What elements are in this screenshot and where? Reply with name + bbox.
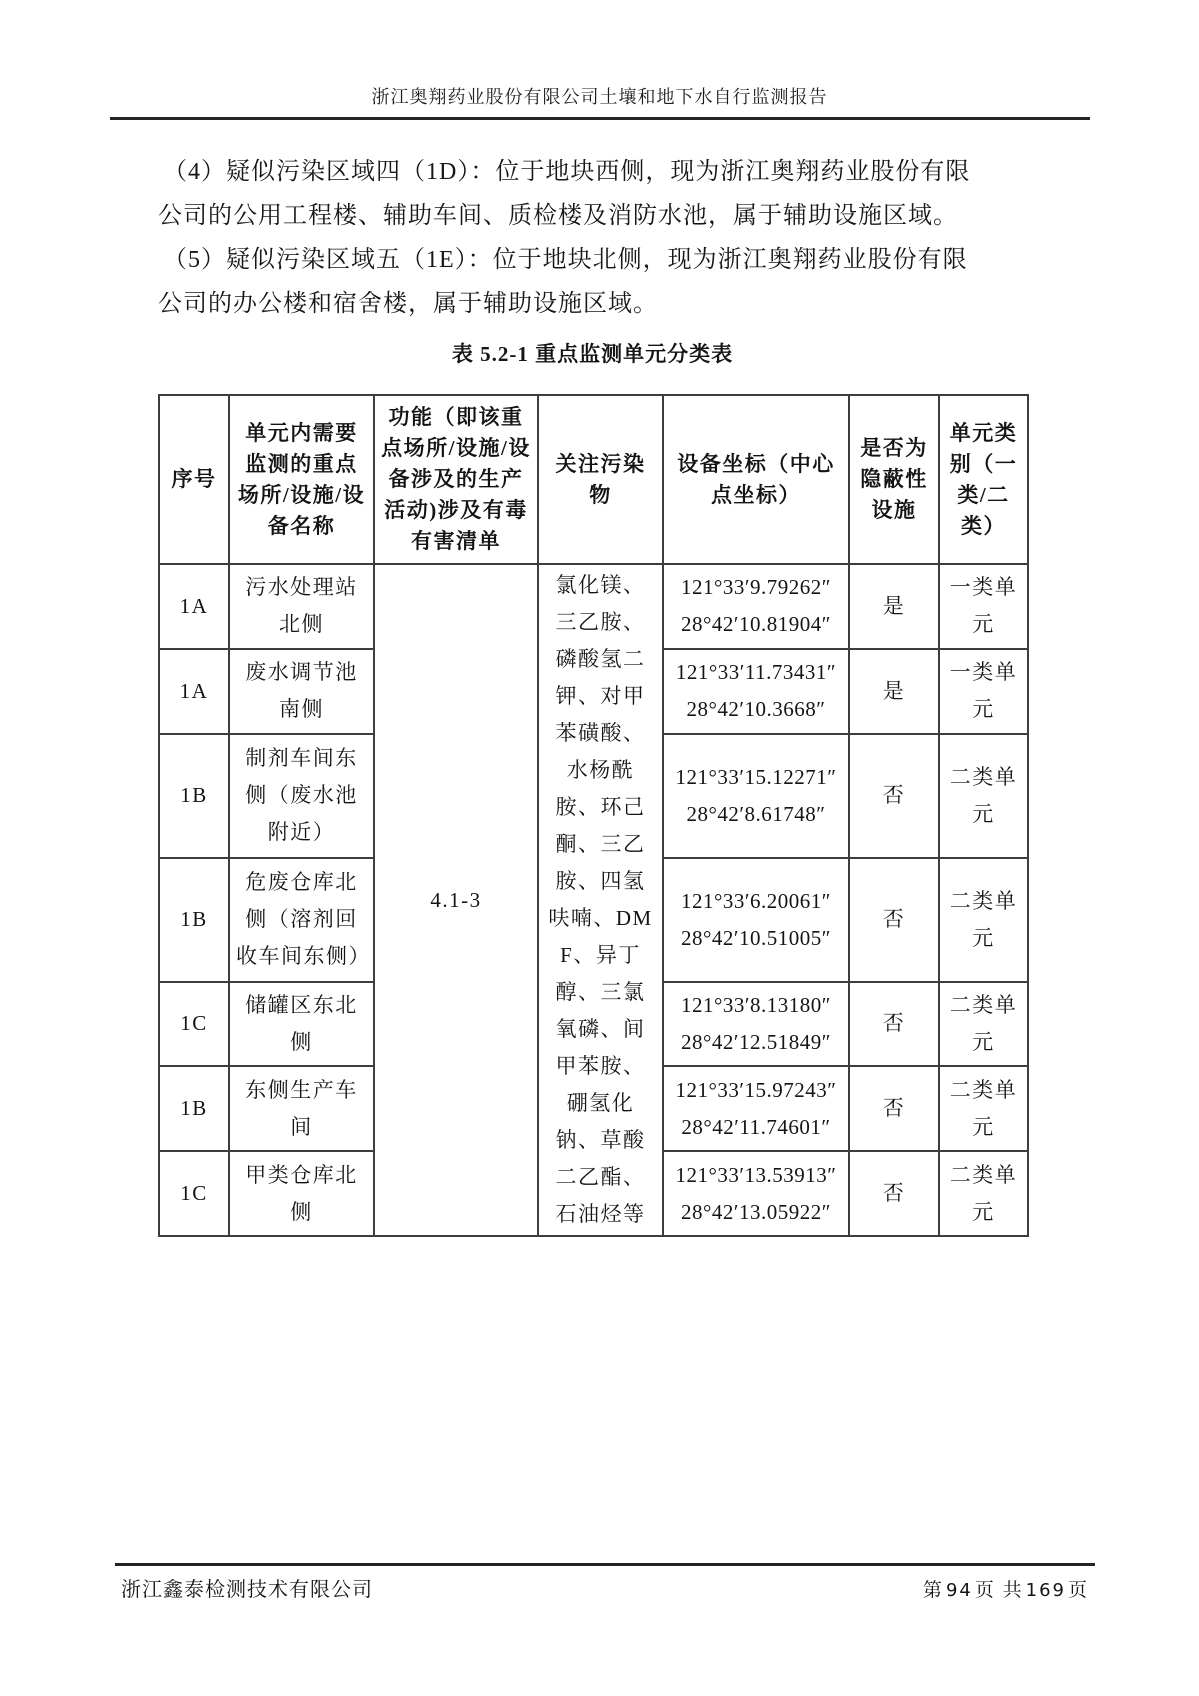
coordinate-latitude: 28°42′8.61748″ [686,801,826,826]
col-header-site: 单元内需要监测的重点场所/设施/设备名称 [229,395,374,564]
body-text [158,150,1040,326]
cell-coordinates [663,649,849,734]
coordinate-latitude: 28°42′12.51849″ [681,1029,831,1054]
cell-seq: 1B [159,858,229,982]
cell-seq: 1B [159,1066,229,1151]
page-num-total: 169 [1025,1580,1066,1601]
cell-hidden: 是 [849,564,939,649]
page-footer [115,1563,1095,1602]
cell-site: 储罐区东北侧 [229,982,374,1067]
col-header-pollutants: 关注污染物 [538,395,663,564]
paragraph-4-line-1: （4）疑似污染区域四（1D）：位于地块西侧，现为浙江奥翔药业股份有限 [163,159,971,185]
footer-page-number [923,1575,1089,1602]
cell-coordinates [663,1151,849,1236]
cell-coordinates [663,564,849,649]
running-header-title: 浙江奥翔药业股份有限公司土壤和地下水自行监测报告 [371,87,828,107]
cell-hidden: 否 [849,858,939,982]
cell-seq: 1C [159,982,229,1067]
cell-seq: 1A [159,649,229,734]
cell-hidden: 否 [849,1151,939,1236]
col-header-hidden: 是否为隐蔽性设施 [849,395,939,564]
cell-pollutants: 氯化镁、三乙胺、磷酸氢二钾、对甲苯磺酸、水杨酰胺、环己酮、三乙胺、四氢呋喃、DMF、异丁醇、三氯氧磷、间甲苯胺、硼氢化钠、草酸二乙酯、石油烃等 [538,564,663,1236]
page-num-current: 94 [945,1580,973,1601]
coordinate-latitude: 28°42′10.3668″ [686,697,826,722]
cell-category: 一类单元 [939,649,1028,734]
cell-site: 东侧生产车间 [229,1066,374,1151]
footer-rule [115,1563,1095,1566]
paragraph-5-line-1: （5）疑似污染区域五（1E）：位于地块北侧，现为浙江奥翔药业股份有限 [163,247,968,273]
table-header-row [159,395,1028,564]
cell-category: 二类单元 [939,858,1028,982]
cell-function-code: 4.1-3 [374,564,538,1236]
coordinate-latitude: 28°42′11.74601″ [681,1114,831,1139]
col-header-coordinates: 设备坐标（中心点坐标） [663,395,849,564]
cell-seq: 1C [159,1151,229,1236]
paragraph-4-line-2: 公司的公用工程楼、辅助车间、质检楼及消防水池，属于辅助设施区域。 [158,203,958,229]
cell-site: 废水调节池南侧 [229,649,374,734]
table-title: 表 5.2-1 重点监测单元分类表 [451,342,734,366]
coordinate-longitude: 121°33′9.79262″ [681,575,831,600]
cell-category: 一类单元 [939,564,1028,649]
col-header-seq: 序号 [159,395,229,564]
coordinate-longitude: 121°33′11.73431″ [675,660,837,685]
coordinate-longitude: 121°33′13.53913″ [675,1162,837,1187]
cell-site: 甲类仓库北侧 [229,1151,374,1236]
coordinate-longitude: 121°33′15.12271″ [675,764,837,789]
cell-coordinates [663,858,849,982]
coordinate-longitude: 121°33′6.20061″ [681,888,831,913]
cell-hidden: 否 [849,1066,939,1151]
coordinate-longitude: 121°33′8.13180″ [681,992,831,1017]
cell-hidden: 是 [849,649,939,734]
cell-category: 二类单元 [939,734,1028,858]
cell-coordinates [663,1066,849,1151]
table-row [159,564,1028,649]
page-num-prefix: 第 [922,1580,944,1601]
col-header-function: 功能（即该重点场所/设施/设备涉及的生产活动)涉及有毒有害清单 [374,395,538,564]
page-num-mid2: 共 [1002,1580,1024,1601]
coordinate-latitude: 28°42′13.05922″ [681,1199,831,1224]
cell-coordinates [663,982,849,1067]
cell-seq: 1A [159,564,229,649]
cell-site: 污水处理站北侧 [229,564,374,649]
paragraph-5-line-2: 公司的办公楼和宿舍楼，属于辅助设施区域。 [158,291,658,317]
header-rule [110,117,1090,120]
monitoring-units-table [158,394,1029,1237]
cell-coordinates [663,734,849,858]
page-num-mid1: 页 [974,1580,996,1601]
cell-hidden: 否 [849,982,939,1067]
page-num-suffix: 页 [1067,1580,1089,1601]
col-header-category: 单元类别（一类/二类） [939,395,1028,564]
cell-seq: 1B [159,734,229,858]
coordinate-longitude: 121°33′15.97243″ [675,1077,837,1102]
coordinate-latitude: 28°42′10.51005″ [681,925,831,950]
cell-hidden: 否 [849,734,939,858]
cell-category: 二类单元 [939,1151,1028,1236]
footer-company: 浙江鑫泰检测技术有限公司 [121,1579,373,1601]
cell-category: 二类单元 [939,982,1028,1067]
cell-site: 制剂车间东侧（废水池附近） [229,734,374,858]
coordinate-latitude: 28°42′10.81904″ [681,612,831,637]
cell-category: 二类单元 [939,1066,1028,1151]
cell-site: 危废仓库北侧（溶剂回收车间东侧） [229,858,374,982]
